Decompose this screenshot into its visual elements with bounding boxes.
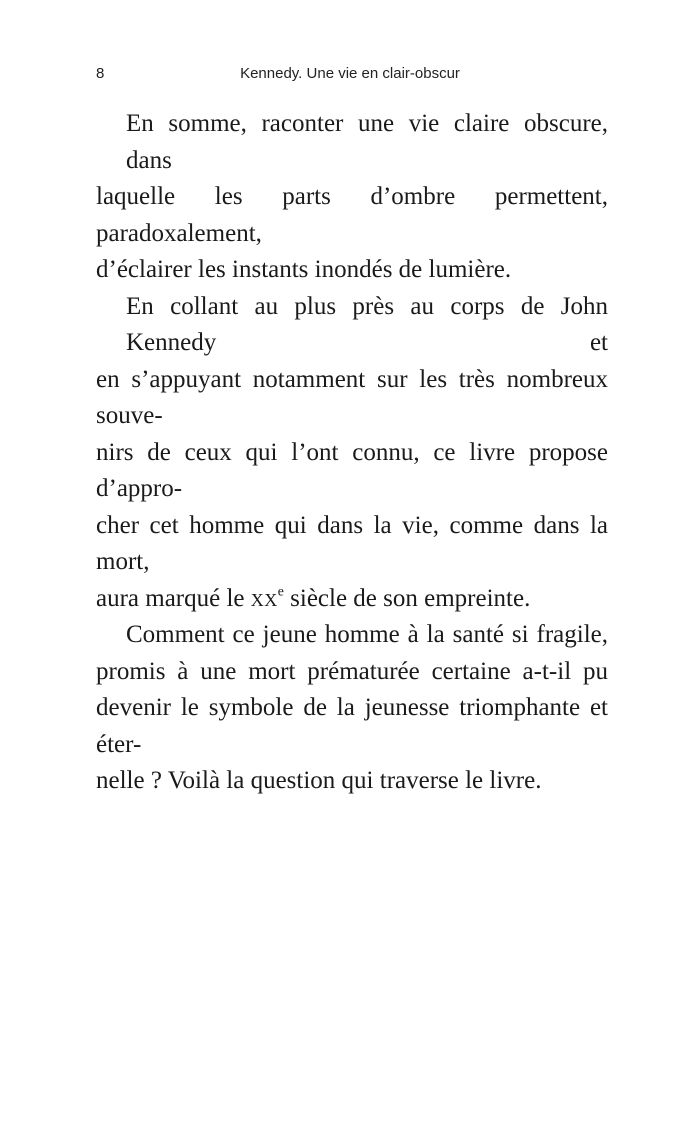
text-line: En collant au plus près au corps de John Kennedy et bbox=[126, 292, 608, 356]
text-line: promis à une mort prématurée certaine a-t-il pu bbox=[96, 657, 608, 685]
text-line: laquelle les parts d’ombre permettent, paradoxalement, bbox=[96, 183, 608, 247]
page-number: 8 bbox=[96, 65, 105, 82]
paragraph-1 bbox=[96, 106, 608, 289]
running-title: Kennedy. Une vie en clair-obscur bbox=[240, 65, 460, 82]
text-line: En somme, raconter une vie claire obscure, dans bbox=[126, 110, 608, 174]
text-line: Comment ce jeune homme à la santé si fragile, bbox=[126, 621, 608, 648]
body-text bbox=[96, 106, 608, 800]
paragraph-3 bbox=[96, 617, 608, 800]
text-line: cher cet homme qui dans la vie, comme dans la mort, bbox=[96, 511, 608, 575]
text-line bbox=[96, 581, 608, 618]
text-fragment: aura marqué le bbox=[96, 584, 251, 612]
running-header bbox=[96, 62, 604, 86]
text-line: d’éclairer les instants inondés de lumière. bbox=[96, 256, 512, 283]
text-fragment: siècle de son empreinte. bbox=[283, 584, 531, 612]
text-line: nelle ? Voilà la question qui traverse le livre. bbox=[96, 767, 542, 794]
century-suffix: e bbox=[277, 583, 284, 599]
text-line: devenir le symbole de la jeunesse triomphante et éter- bbox=[96, 694, 608, 758]
text-line: nirs de ceux qui l’ont connu, ce livre propose d’appro- bbox=[96, 438, 608, 502]
paragraph-2 bbox=[96, 289, 608, 618]
century-numeral: xx bbox=[250, 584, 278, 612]
text-line: en s’appuyant notamment sur les très nombreux souve- bbox=[96, 365, 608, 429]
